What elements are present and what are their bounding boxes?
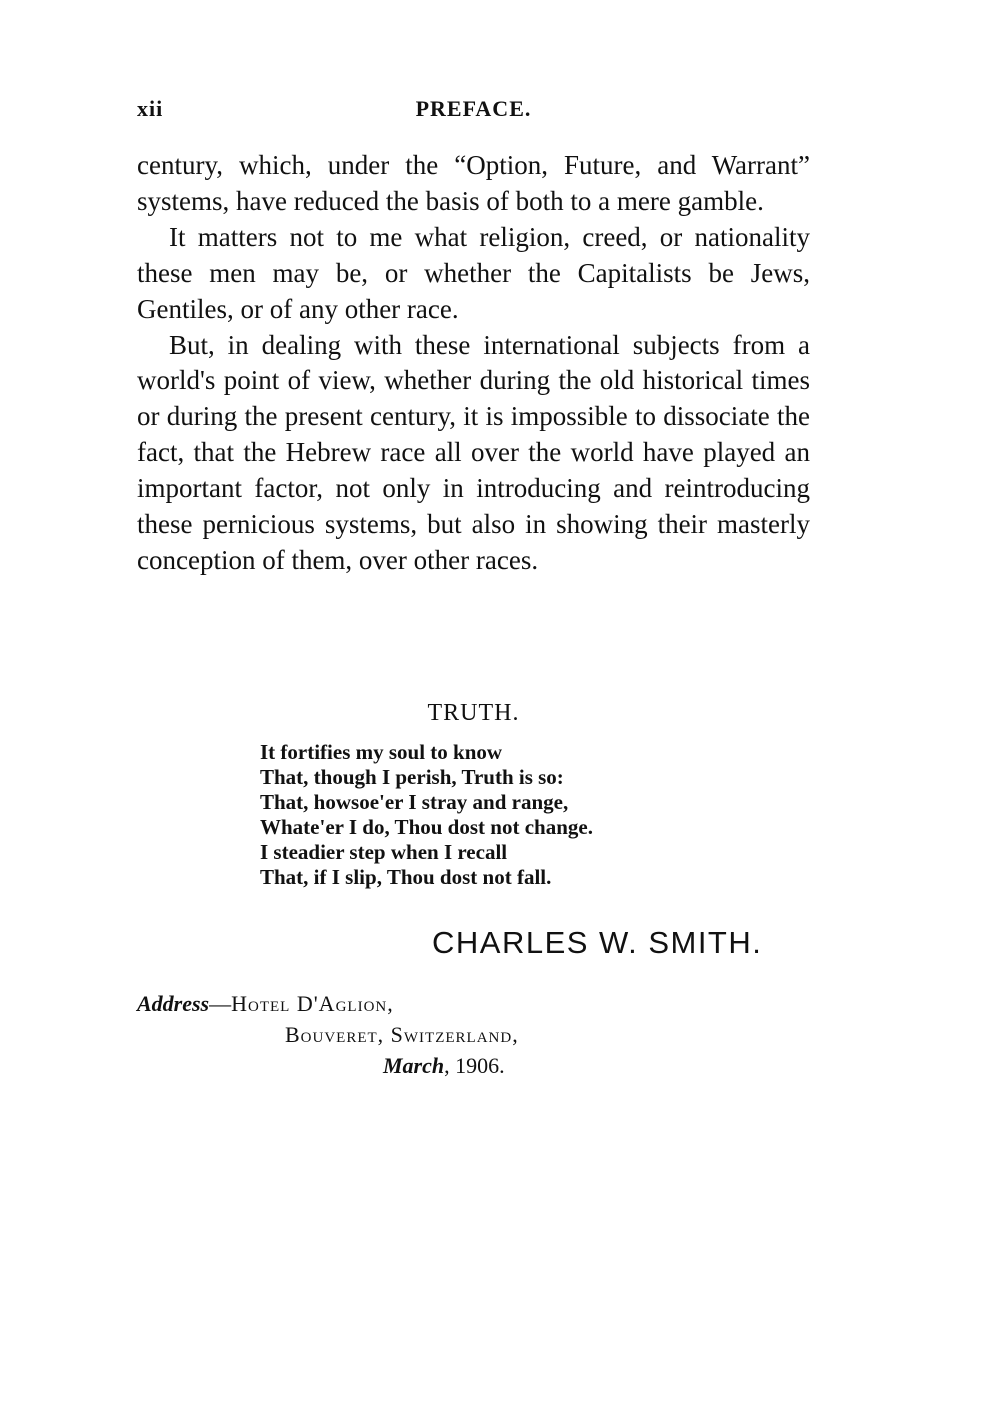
preface-body [137,148,810,579]
paragraph-1: century, which, under the “Option, Future, and Warrant” systems, have reduced the basis of both to a mere gamble. [137,150,810,216]
address-year: , 1906. [444,1053,505,1078]
address-label: Address [137,991,210,1016]
address-date [137,1050,810,1081]
page-number: xii [137,96,164,121]
poem-line: That, if I slip, Thou dost not fall. [260,865,552,889]
paragraph-3: But, in dealing with these international subjects from a world's point of view, whether during the old historical times or during the present century, it is impossible to dissociate the fact, that the Hebrew race all over the world have played an important factor, not only in introducing and reintroducing these pernicious systems, but also in showing their masterly conception of them, over other races. [137,329,810,575]
paragraph-2: It matters not to me what religion, creed, or nationality these men may be, or whether the Capitalists be Jews, Gentiles, or of any other race. [137,221,810,324]
address-hotel: Hotel D'Aglion, [231,991,394,1016]
poem-title: TRUTH. [427,700,520,726]
poem-line: I steadier step when I recall [260,840,508,864]
author-signature: CHARLES W. SMITH. [432,925,763,960]
poem-line: That, howsoe'er I stray and range, [260,790,569,814]
address-line-2: Bouveret, Switzerland, [285,1022,519,1047]
address-line-1 [137,988,810,1019]
address-month: March [383,1053,445,1078]
running-title: PREFACE. [415,96,532,121]
poem [260,740,720,890]
author-address [137,988,810,1081]
address-dash: — [209,991,232,1016]
poem-line: It fortifies my soul to know [260,740,503,764]
running-head [137,96,810,130]
poem-line: That, though I perish, Truth is so: [260,765,564,789]
poem-line: Whate'er I do, Thou dost not change. [260,815,593,839]
